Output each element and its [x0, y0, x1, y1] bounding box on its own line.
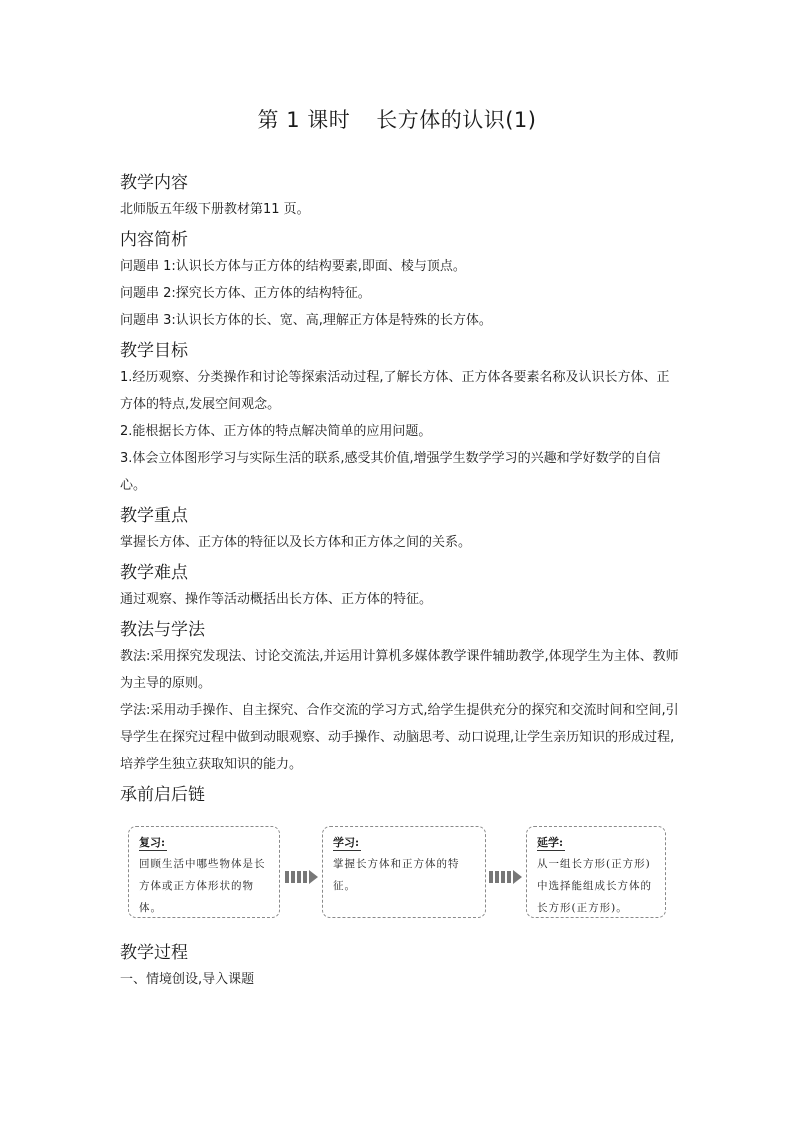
paragraph: 1.经历观察、分类操作和讨论等探索活动过程,了解长方体、正方体各要素名称及认识长方体、正方体的特点,发展空间观念。	[120, 370, 670, 412]
section-heading: 内容简析	[120, 230, 188, 250]
section-goals	[120, 338, 680, 499]
section-heading: 教学过程	[120, 943, 188, 963]
section-heading: 教法与学法	[120, 620, 205, 640]
paragraph: 掌握长方体、正方体的特征以及长方体和正方体之间的关系。	[120, 535, 472, 550]
section-heading: 教学重点	[120, 506, 188, 526]
paragraph: 通过观察、操作等活动概括出长方体、正方体的特征。	[120, 592, 433, 607]
section-methods	[120, 617, 680, 778]
paragraph: 问题串 1:认识长方体与正方体的结构要素,即面、棱与顶点。	[120, 259, 466, 274]
extend-box	[526, 826, 666, 918]
section-analysis	[120, 227, 680, 334]
learning-chain-diagram	[120, 826, 680, 926]
lesson-number: 第 1 课时	[257, 108, 351, 132]
paragraph: 北师版五年级下册教材第11 页。	[120, 202, 310, 217]
paragraph: 3.体会立体图形学习与实际生活的联系,感受其价值,增强学生数学学习的兴趣和学好数学的自信心。	[120, 451, 661, 493]
study-label: 学习:	[333, 836, 360, 849]
arrow-icon	[489, 866, 522, 885]
paragraph: 教法:采用探究发现法、讨论交流法,并运用计算机多媒体教学课件辅助教学,体现学生为主体、教师为主导的原则。	[120, 649, 679, 691]
review-text: 回顾生活中哪些物体是长方体或正方体形状的物体。	[139, 858, 266, 914]
section-heading: 教学内容	[120, 173, 188, 193]
section-heading: 教学难点	[120, 563, 188, 583]
section-process	[120, 940, 680, 993]
section-heading: 教学目标	[120, 341, 188, 361]
lesson-topic: 长方体的认识(1)	[376, 108, 537, 132]
paragraph: 学法:采用动手操作、自主探究、合作交流的学习方式,给学生提供充分的探究和交流时间和空间,引导学生在探究过程中做到动眼观察、动手操作、动脑思考、动口说理,让学生亲历知识的形成过程,培养学生独立获取知识的能力。	[120, 703, 679, 772]
paragraph: 一、情境创设,导入课题	[120, 972, 255, 987]
page-title	[0, 104, 794, 134]
arrow-icon	[285, 866, 318, 885]
study-text: 掌握长方体和正方体的特征。	[333, 858, 460, 892]
section-chain	[120, 782, 680, 926]
document-body	[120, 166, 680, 993]
paragraph: 问题串 2:探究长方体、正方体的结构特征。	[120, 286, 371, 301]
section-key-points	[120, 503, 680, 556]
paragraph: 问题串 3:认识长方体的长、宽、高,理解正方体是特殊的长方体。	[120, 313, 492, 328]
review-box	[128, 826, 280, 918]
section-content	[120, 170, 680, 223]
extend-text: 从一组长方形(正方形)中选择能组成长方体的长方形(正方形)。	[537, 858, 652, 914]
review-label: 复习:	[139, 836, 166, 849]
extend-label: 延学:	[537, 836, 564, 849]
study-box	[322, 826, 486, 918]
section-difficulties	[120, 560, 680, 613]
section-heading: 承前启后链	[120, 785, 205, 805]
paragraph: 2.能根据长方体、正方体的特点解决简单的应用问题。	[120, 424, 432, 439]
